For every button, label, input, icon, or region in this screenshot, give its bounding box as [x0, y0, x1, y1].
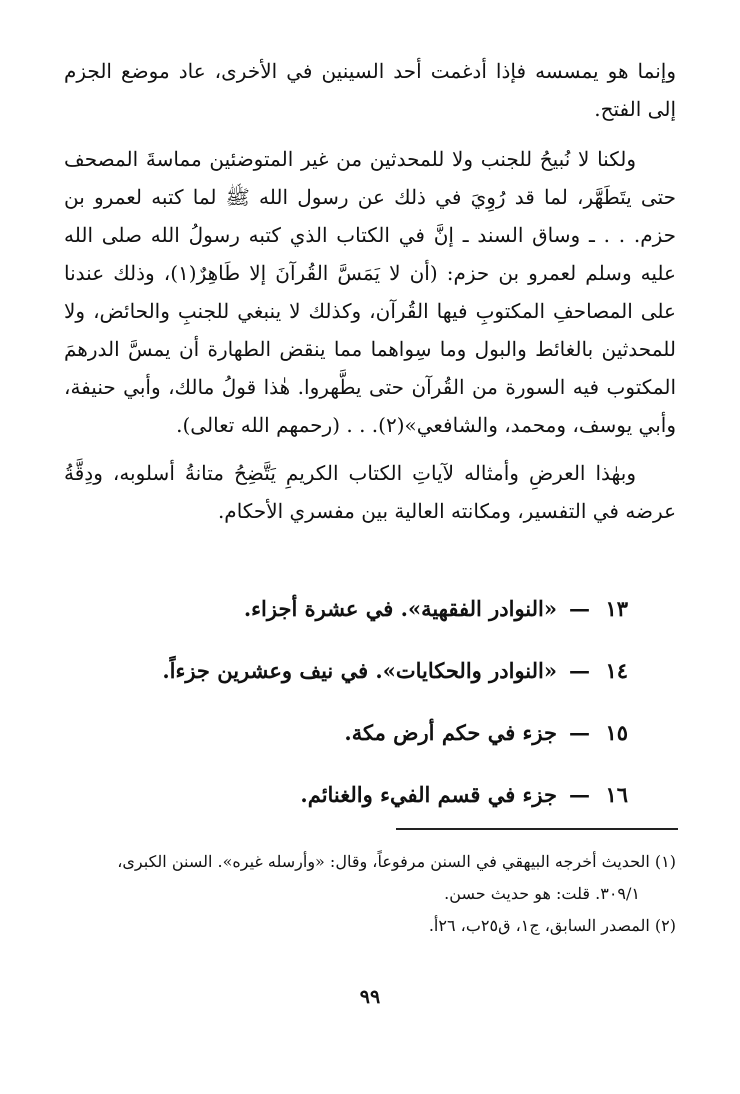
item-dash: —	[569, 720, 590, 745]
item-number: ١٤	[605, 658, 628, 683]
item-dash: —	[569, 658, 590, 683]
item-number: ١٣	[605, 596, 628, 621]
item-title: جزء في حكم أرض مكة.	[344, 720, 557, 745]
paragraph-1: وإنما هو يمسسه فإذا أدغمت أحد السينين في الأخرى، عاد موضع الجزم إلى الفتح.	[64, 59, 676, 121]
item-title: جزء في قسم الفيء والغنائم.	[300, 782, 557, 807]
paragraph-2: ولكنا لا نُبيحُ للجنب ولا للمحدثين من غير المتوضئين مماسةَ المصحف حتى يتَطَهَّر، لما قد رُوِيَ في ذلك عن رسول الله ﷺ لما كتبه لعمرو بن حزم. . . ـ وساق السند ـ إنَّ في الكتاب الذي كتبه رسولُ الله صلى الله عليه وسلم لعمرو بن حزم: (أن لا يَمَسَّ القُرآنَ إلا طَاهِرٌ(١)، وذلك عندنا على المصاحفِ المكتوبِ فيها القُرآن، وكذلك لا ينبغي للجنبِ والحائض، ولا للمحدثين بالغائط والبول وما سِواهما مما ينقض الطهارة أن يمسَّ الدرهمَ المكتوب فيه السورة من القُرآن حتى يطَّهروا. هٰذا قولُ مالك، وأبي حنيفة، وأبي يوسف، ومحمد، والشافعي»(٢). . . (رحمهم الله تعالى).	[64, 147, 676, 437]
item-dash: —	[569, 596, 590, 621]
item-title: «النوادر الفقهية». في عشرة أجزاء.	[243, 596, 557, 621]
main-text	[64, 52, 676, 530]
works-list	[88, 592, 628, 840]
footnotes	[64, 846, 676, 942]
footnote-1-continuation: ٣٠٩/١. قلت: هو حديث حسن.	[444, 884, 640, 903]
list-item	[88, 654, 628, 716]
page-number: ٩٩	[359, 986, 381, 1008]
footnote-1: (١) الحديث أخرجه البيهقي في السنن مرفوعاً، وقال: «وأرسله غيره». السنن الكبرى،	[117, 852, 676, 871]
footnote-2: (٢) المصدر السابق، ج١، ق٢٥ب، ٢٦أ.	[428, 916, 676, 935]
item-dash: —	[569, 782, 590, 807]
item-title: «النوادر والحكايات». في نيف وعشرين جزءاً.	[162, 658, 557, 683]
item-number: ١٥	[605, 720, 628, 745]
list-item	[88, 716, 628, 778]
item-number: ١٦	[605, 782, 628, 807]
list-item	[88, 592, 628, 654]
list-item	[88, 778, 628, 840]
paragraph-3: وبهٰذا العرضِ وأمثاله لآياتِ الكتاب الكريمِ يَتَّضِحُ متانةُ أسلوبه، ودِقَّةُ عرضه في التفسير، ومكانته العالية بين مفسري الأحكام.	[64, 461, 676, 523]
footnote-divider	[396, 828, 678, 830]
